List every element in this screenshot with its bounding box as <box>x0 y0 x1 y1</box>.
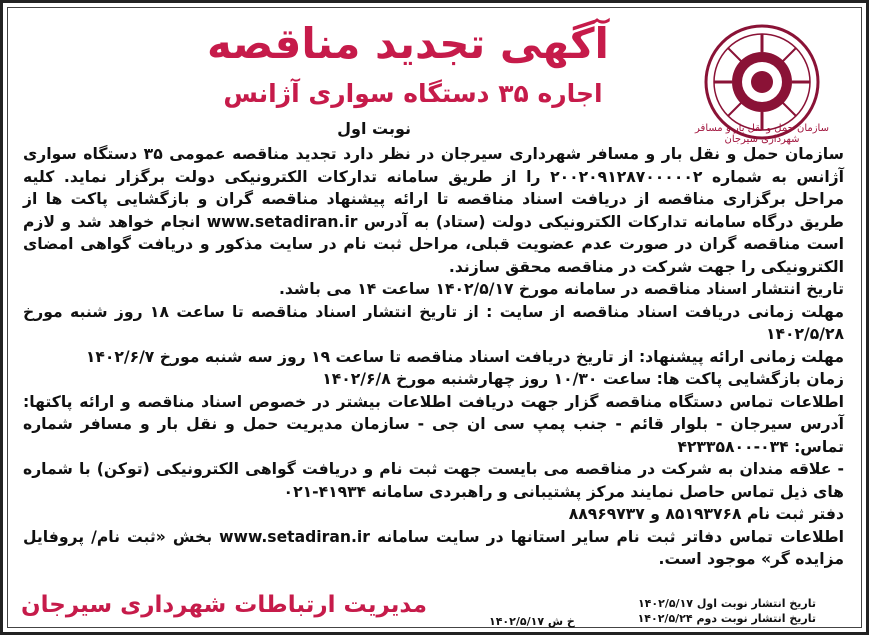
notice-paragraph: مهلت زمانی ارائه پیشنهاد: از تاریخ دریافت اسناد مناقصه تا ساعت ۱۹ روز سه شنبه مورخ ۱۴۰۲/۶/۷ <box>85 347 844 366</box>
publication-date-first: تاریخ انتشار نوبت اول ۱۴۰۲/۵/۱۷ <box>637 597 816 610</box>
logo-caption: سازمان حمل و نقل بار و مسافر شهرداری سیرجان <box>695 123 829 145</box>
notice-paragraph: اطلاعات تماس دفاتر ثبت نام سایر استانها در سایت سامانه www.setadiran.ir بخش «ثبت نام/ پروفایل مزایده گر» موجود است. <box>23 527 844 568</box>
notice-paragraph: دفتر ثبت نام ۸۵۱۹۳۷۶۸ و ۸۸۹۶۹۷۳۷ <box>568 505 844 523</box>
notice-code: خ ش ۱۴۰۲/۵/۱۷ <box>489 615 575 628</box>
notice-title: آگهی تجدید مناقصه <box>207 19 609 68</box>
notice-body <box>23 143 844 571</box>
notice-paragraph: اطلاعات تماس دستگاه مناقصه گزار جهت دریافت اطلاعات بیشتر در خصوص اسناد مناقصه و ارائه پاکتها: آدرس سیرجان - بلوار قائم - جنب پمپ سی ان جی - سازمان مدیریت حمل و نقل بار و مسافر شماره تماس: ۰۳۴-۴۲۳۳۵۸۰۰ <box>23 392 844 456</box>
notice-paragraph: مهلت زمانی دریافت اسناد مناقصه از سایت : از تاریخ انتشار اسناد مناقصه تا ساعت ۱۸ روز شنبه مورخ ۱۴۰۲/۵/۲۸ <box>23 302 844 343</box>
notice-subtitle: اجاره ۳۵ دستگاه سواری آژانس <box>223 79 603 108</box>
notice-paragraph: زمان بازگشایی پاکت ها: ساعت ۱۰/۳۰ روز چهارشنبه مورخ ۱۴۰۲/۶/۸ <box>322 370 844 388</box>
footer-organization: مدیریت ارتباطات شهرداری سیرجان <box>21 592 427 618</box>
notice-paragraph: تاریخ انتشار اسناد مناقصه در سامانه مورخ ۱۴۰۲/۵/۱۷ ساعت ۱۴ می باشد. <box>278 280 844 298</box>
notice-paragraph: سازمان حمل و نقل بار و مسافر شهرداری سیرجان در نظر دارد تجدید مناقصه عمومی ۳۵ دستگاه سواری آژانس به شماره ۲۰۰۲۰۹۱۲۸۷۰۰۰۰۰۲ را از طریق سامانه تدارکات الکترونیکی دولت برگزار نماید. کلیه مراحل برگزاری مناقصه از دریافت اسناد مناقصه تا ارائه پیشنهاد مناقصه گران و بازگشایی پاکت ها از طریق درگاه سامانه تدارکات الکترونیکی دولت (ستاد) به آدرس www.setadiran.ir انجام خواهد شد و لازم است مناقصه گران در صورت عدم عضویت قبلی، مراحل ثبت نام در سایت مذکور و دریافت گواهی امضای الکترونیکی را جهت شرکت در مناقصه محقق سازند. <box>23 145 844 276</box>
publication-round: نوبت اول <box>337 119 411 138</box>
publication-dates <box>638 596 816 626</box>
notice-paragraph: - علاقه مندان به شرکت در مناقصه می بایست جهت ثبت نام و دریافت گواهی الکترونیکی (توکن) با شماره های ذیل تماس حاصل نمایند مرکز پشتیبانی و راهبردی سامانه ۴۱۹۳۴-۰۲۱ <box>23 460 844 501</box>
publication-date-second: تاریخ انتشار نوبت دوم ۱۴۰۲/۵/۲۴ <box>637 612 816 625</box>
